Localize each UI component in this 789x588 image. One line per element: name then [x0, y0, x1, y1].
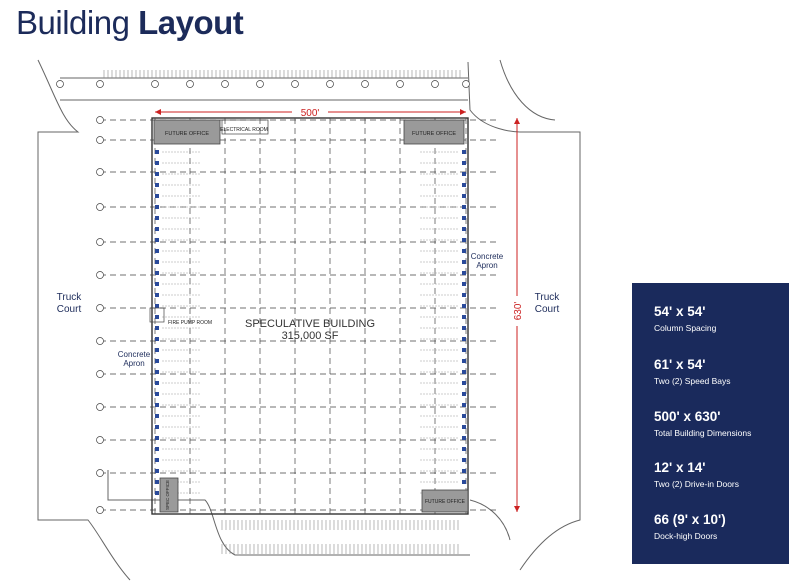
- grid-bubble: [97, 470, 104, 477]
- dock-door-east: [462, 370, 466, 374]
- dock-door-east: [462, 183, 466, 187]
- dock-door-east: [462, 337, 466, 341]
- stat-label: Total Building Dimensions: [654, 428, 752, 438]
- dock-door-east: [462, 359, 466, 363]
- column-grid: [100, 118, 500, 514]
- dock-door-east: [462, 458, 466, 462]
- grid-bubble: [222, 81, 229, 88]
- dock-door-west: [155, 348, 159, 352]
- concrete-apron-east-label-1: Concrete: [470, 252, 504, 261]
- concrete-apron-west-label-1: Concrete: [117, 350, 151, 359]
- dock-door-east: [462, 150, 466, 154]
- dock-door-west: [155, 194, 159, 198]
- truck-court-west-label-2: Court: [56, 304, 82, 315]
- dock-door-west: [155, 414, 159, 418]
- grid-bubble: [97, 117, 104, 124]
- grid-bubble: [97, 204, 104, 211]
- grid-bubble: [97, 305, 104, 312]
- title-light: Building: [16, 4, 130, 41]
- grid-bubble: [292, 81, 299, 88]
- stat-speed-bays: [654, 357, 731, 386]
- grid-bubble: [257, 81, 264, 88]
- dock-door-east: [462, 447, 466, 451]
- dock-door-east: [462, 414, 466, 418]
- stat-dock-doors: [654, 512, 726, 541]
- stat-drive-in-doors: [654, 460, 739, 489]
- dock-door-east: [462, 480, 466, 484]
- dock-door-west: [155, 425, 159, 429]
- dock-door-west: [155, 271, 159, 275]
- electrical-room-label: ELECTRICAL ROOM: [220, 127, 268, 133]
- grid-bubble: [57, 81, 64, 88]
- grid-bubble: [432, 81, 439, 88]
- dock-door-east: [462, 172, 466, 176]
- dock-door-east: [462, 227, 466, 231]
- dock-door-west: [155, 392, 159, 396]
- grid-bubble: [397, 81, 404, 88]
- truck-court-east-label-1: Truck: [534, 292, 560, 303]
- stat-value: 12' x 14': [654, 460, 706, 475]
- dock-door-west: [155, 436, 159, 440]
- dock-door-east: [462, 425, 466, 429]
- grid-bubbles: [57, 81, 470, 514]
- dock-door-east: [462, 436, 466, 440]
- dock-door-west: [155, 359, 159, 363]
- dock-door-east: [462, 381, 466, 385]
- dock-door-west: [155, 249, 159, 253]
- stat-building-dimensions: [654, 409, 751, 438]
- dock-door-east: [462, 304, 466, 308]
- building-name: SPECULATIVE BUILDING: [245, 318, 375, 330]
- grid-bubble: [362, 81, 369, 88]
- parking-bottom: [222, 520, 458, 554]
- dock-door-west: [155, 260, 159, 264]
- grid-bubble: [97, 239, 104, 246]
- dock-door-west: [155, 150, 159, 154]
- future-office-nw-label: FUTURE OFFICE: [165, 131, 209, 137]
- dock-door-east: [462, 293, 466, 297]
- dock-door-east: [462, 315, 466, 319]
- dock-door-west: [155, 469, 159, 473]
- parking-top: [104, 70, 460, 78]
- future-office-ne-label: FUTURE OFFICE: [412, 131, 456, 137]
- width-dimension: [155, 106, 466, 119]
- dock-door-east: [462, 238, 466, 242]
- width-dimension-label: 500': [300, 108, 320, 119]
- stats-panel: [632, 283, 789, 564]
- dock-door-east: [462, 249, 466, 253]
- title-bold: Layout: [138, 4, 244, 41]
- truck-court-west-label-1: Truck: [56, 292, 82, 303]
- dock-door-west: [155, 304, 159, 308]
- grid-bubble: [97, 507, 104, 514]
- dock-door-east: [462, 326, 466, 330]
- stat-label: Two (2) Speed Bays: [654, 376, 731, 386]
- dock-door-east: [462, 161, 466, 165]
- dock-door-west: [155, 337, 159, 341]
- grid-bubble: [97, 169, 104, 176]
- dock-door-west: [155, 183, 159, 187]
- dock-door-west: [155, 326, 159, 330]
- future-office-se-label: FUTURE OFFICE: [425, 499, 465, 505]
- grid-bubble: [97, 371, 104, 378]
- grid-bubble: [97, 338, 104, 345]
- grid-bubble: [463, 81, 470, 88]
- grid-bubble: [97, 437, 104, 444]
- grid-bubble: [97, 81, 104, 88]
- building-outline: [152, 118, 468, 514]
- dock-door-west: [155, 458, 159, 462]
- depth-dimension-label: 630': [513, 301, 524, 321]
- stat-value: 500' x 630': [654, 409, 721, 424]
- grid-bubble: [152, 81, 159, 88]
- dock-door-east: [462, 271, 466, 275]
- grid-bubble: [187, 81, 194, 88]
- dock-door-west: [155, 282, 159, 286]
- truck-court-east-label-2: Court: [534, 304, 560, 315]
- dock-door-east: [462, 348, 466, 352]
- dock-door-west: [155, 370, 159, 374]
- spec-office-label: SPEC OFFICE: [165, 479, 170, 511]
- stat-label: Column Spacing: [654, 323, 717, 333]
- dock-door-west: [155, 403, 159, 407]
- building-area: 315,000 SF: [281, 330, 339, 342]
- stat-label: Dock-high Doors: [654, 531, 718, 541]
- depth-dimension: [511, 118, 524, 512]
- dock-door-east: [462, 216, 466, 220]
- grid-bubble: [97, 404, 104, 411]
- dock-door-east: [462, 260, 466, 264]
- stat-value: 61' x 54': [654, 357, 706, 372]
- dock-door-east: [462, 205, 466, 209]
- dock-door-west: [155, 161, 159, 165]
- stat-value: 66 (9' x 10'): [654, 512, 726, 527]
- dock-door-east: [462, 403, 466, 407]
- dock-door-west: [155, 205, 159, 209]
- dock-door-east: [462, 194, 466, 198]
- dock-door-west: [155, 227, 159, 231]
- grid-bubble: [97, 272, 104, 279]
- dock-door-west: [155, 216, 159, 220]
- dock-door-west: [155, 238, 159, 242]
- stat-column-spacing: [654, 304, 716, 333]
- fire-pump-room-label: FIRE PUMP ROOM: [168, 320, 213, 326]
- dock-door-west: [155, 447, 159, 451]
- stat-label: Two (2) Drive-in Doors: [654, 479, 740, 489]
- concrete-apron-west-label-2: Apron: [123, 359, 145, 368]
- stat-value: 54' x 54': [654, 304, 706, 319]
- dock-door-west: [155, 381, 159, 385]
- concrete-apron-east-label-2: Apron: [476, 261, 498, 270]
- dock-door-west: [155, 315, 159, 319]
- dock-door-west: [155, 480, 159, 484]
- dock-door-east: [462, 469, 466, 473]
- grid-bubble: [327, 81, 334, 88]
- dock-door-west: [155, 293, 159, 297]
- grid-bubble: [97, 137, 104, 144]
- dock-door-west: [155, 172, 159, 176]
- dock-door-east: [462, 392, 466, 396]
- dock-door-east: [462, 282, 466, 286]
- dock-door-west: [155, 491, 159, 495]
